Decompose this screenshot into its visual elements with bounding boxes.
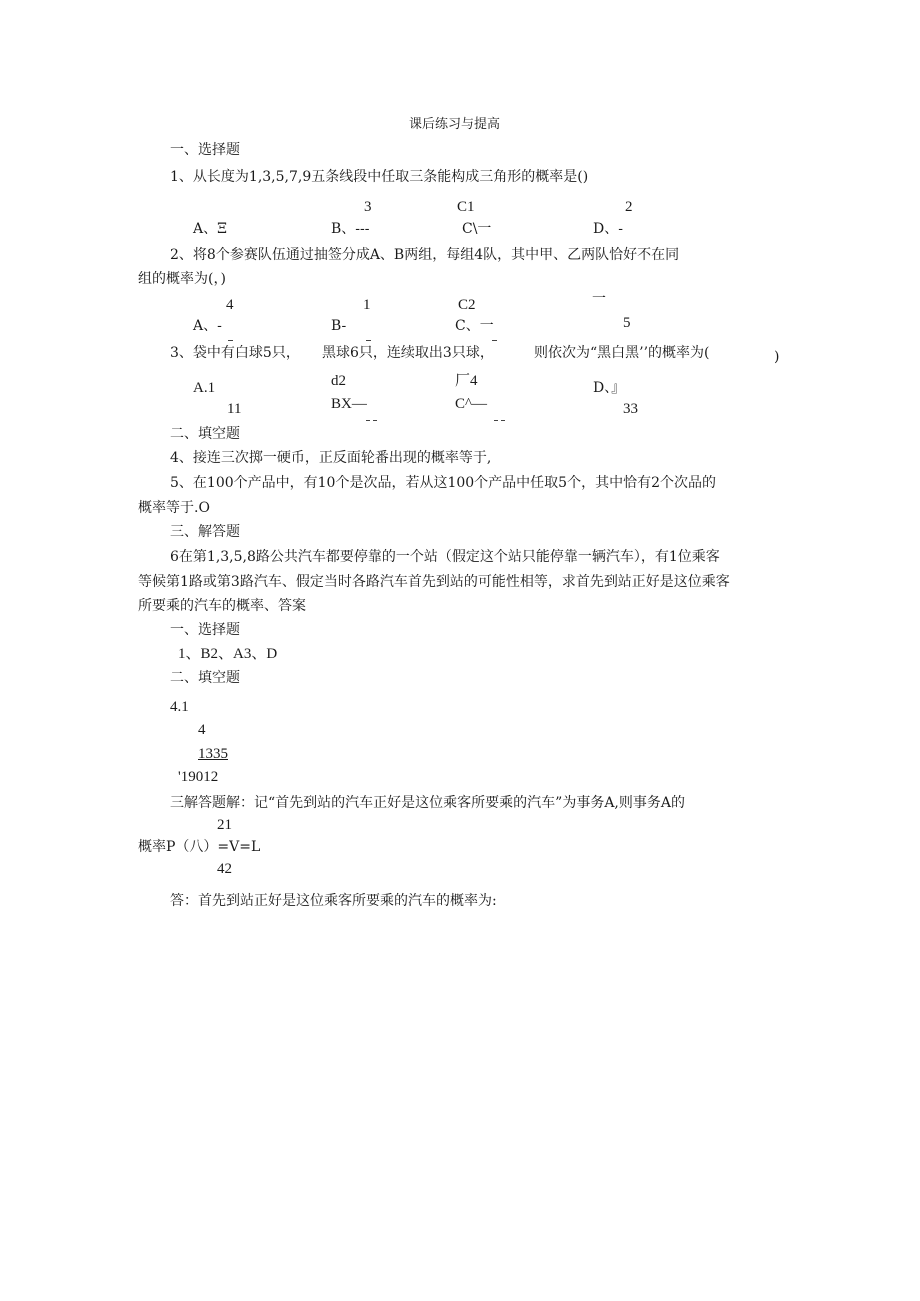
question-6-line1: 6在第1,3,5,8路公共汽车都要停靠的一个站（假定这个站只能停靠一辆汽车），有1位乘客: [170, 549, 720, 565]
q2-mark-c: [492, 340, 497, 341]
q2-option-c-top: C2: [458, 297, 476, 313]
q1-option-a: A、Ξ: [193, 221, 227, 237]
answer-4-top: 4.1: [170, 699, 189, 715]
q2-option-c: C、一: [455, 318, 494, 334]
question-5-line1: 5、在100个产品中，有10个是次品，若从这100个产品中任取5个，其中恰有2个次品的: [170, 475, 716, 491]
q3-mark-c2: [501, 420, 505, 421]
question-5-line2: 概率等于.O: [138, 500, 210, 516]
q2-option-a-top: 4: [226, 297, 234, 313]
question-6-line3: 所要乘的汽车的概率、答案: [138, 598, 306, 614]
answer-6-p-top: 21: [217, 817, 232, 833]
answer-4-bottom: 4: [198, 722, 206, 738]
q2-option-b: B-: [331, 318, 347, 334]
answers-choice-title: 一、选择题: [170, 622, 240, 638]
answers-choice: 1、B2、A3、D: [178, 646, 278, 662]
q3-option-b: BX—: [331, 396, 367, 412]
answer-5-top: 1335: [198, 746, 228, 762]
q1-option-c-top: C1: [457, 199, 475, 215]
q1-option-b-top: 3: [364, 199, 372, 215]
question-2-line1: 2、将8个参赛队伍通过抽签分成A、B两组，每组4队，其中甲、乙两队恰好不在同: [170, 247, 680, 263]
section-choice: 一、选择题: [170, 142, 240, 158]
q3-mark-b2: [373, 420, 377, 421]
section-solve: 三、解答题: [170, 524, 240, 540]
q1-option-c: C\一: [462, 221, 492, 237]
q3-mark-c1: [494, 420, 498, 421]
q3-option-d-bottom: 33: [623, 401, 638, 417]
q3-option-c-top: 厂4: [455, 373, 478, 389]
q1-option-d-top: 2: [625, 199, 633, 215]
answer-6-solution: 三解答题解：记“首先到站的汽车正好是这位乘客所要乘的汽车”为事务A,则事务A的: [170, 795, 685, 811]
q3-option-c: C^—: [455, 396, 488, 412]
q2-option-d-top: 一: [592, 291, 606, 307]
answer-6-conclusion: 答：首先到站正好是这位乘客所要乘的汽车的概率为:: [170, 893, 497, 909]
answer-6-p-bottom: 42: [217, 861, 232, 877]
question-3-stem-end: ): [774, 349, 780, 365]
q2-mark-a: [228, 340, 233, 341]
q2-option-a: A、-: [193, 318, 222, 334]
question-3-stem-part3: 则依次为“黑白黑’’的概率为(: [534, 345, 710, 361]
q2-option-d-bottom: 5: [623, 315, 631, 331]
question-1-stem: 1、从长度为1,3,5,7,9五条线段中任取三条能构成三角形的概率是(): [170, 169, 589, 185]
answer-5-bottom: '19012: [178, 769, 219, 785]
section-fill: 二、填空题: [170, 426, 240, 442]
question-2-line2: 组的概率为(，): [138, 271, 226, 287]
answer-6-p-expr: 概率P（八）=V=L: [138, 839, 261, 855]
question-3-stem-part1: 3、袋中有白球5只，: [170, 345, 300, 361]
question-6-line2: 等候第1路或第3路汽车、假定当时各路汽车首先到站的可能性相等，求首先到站正好是这位乘客: [138, 574, 730, 590]
page-title: 课后练习与提高: [409, 117, 501, 132]
q3-mark-b1: [366, 420, 370, 421]
question-3-stem-part2: 黑球6只，连续取出3只球，: [322, 345, 494, 361]
q3-option-a: A.1: [193, 380, 216, 396]
answers-fill-title: 二、填空题: [170, 670, 240, 686]
q3-option-d: D、』: [593, 380, 626, 396]
q1-option-b: B、---: [331, 221, 370, 237]
q3-option-b-top: d2: [331, 373, 346, 389]
q2-option-b-top: 1: [363, 297, 371, 313]
question-4: 4、接连三次掷一硬币，正反面轮番出现的概率等于,: [170, 450, 492, 466]
q3-option-a-bottom: 11: [227, 401, 242, 417]
q2-mark-b: [366, 340, 371, 341]
q1-option-d: D、-: [593, 221, 623, 237]
